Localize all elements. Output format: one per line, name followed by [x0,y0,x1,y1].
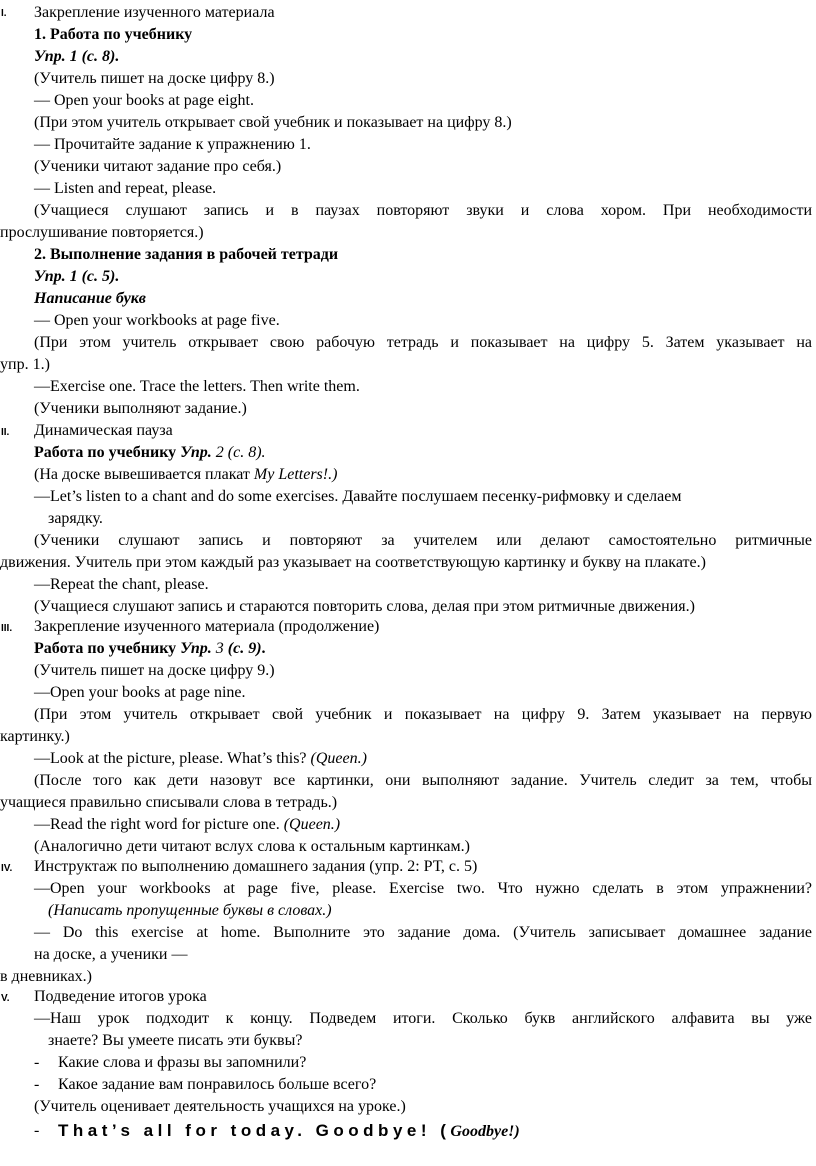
work-label: Работа по учебнику [34,640,181,657]
subsection-2-title: 2. Выполнение задания в рабочей тетради [34,246,339,263]
paragraph: —Open your books at page nine. [34,684,246,701]
section-1-heading: Закрепление изученного материала [34,4,275,21]
paragraph: движения. Учитель при этом каждый раз указывает на соответствующую картинку и букву на плакате.) [0,554,706,571]
paragraph: — Прочитайте задание к упражнению 1. [34,136,311,153]
paragraph: (Ученики слушают запись и повторяют за учителем или делают самостоятельно ритмичные [34,532,812,549]
bullet-item [34,1118,812,1144]
paragraph: (При этом учитель открывает свою рабочую тетрадь и показывает на цифру 5. Затем указывает на [34,334,812,351]
paragraph: знаете? Вы умеете писать эти буквы? [48,1032,303,1049]
paragraph: картинку.) [0,728,70,745]
bullet-dash: - [34,1122,40,1139]
paragraph: (При этом учитель открывает свой учебник и показывает на цифру 8.) [34,114,512,131]
section-4-numeral: IV. [1,863,13,874]
paragraph: (Учащиеся слушают запись и в паузах повторяют звуки и слова хором. При необходимости [34,202,812,219]
closing-phrase: That’s all for today. Goodbye! ( [58,1121,451,1140]
paragraph: —Look at the picture, please. What’s this? (Queen.) [34,750,367,767]
paragraph: прослушивание повторяется.) [0,224,204,241]
paragraph: — Open your workbooks at page five. [34,312,280,329]
paragraph: (Учитель пишет на доске цифру 9.) [34,662,275,679]
paragraph: —Let’s listen to a chant and do some exercises. Давайте послушаем песенку-рифмовку и сделаем [34,488,682,505]
work-label: Работа по учебнику [34,444,181,461]
paragraph: (На доске вывешивается плакат My Letters!.) [34,466,338,483]
section-2-heading: Динамическая пауза [34,422,173,439]
bullet-dash: - [34,1076,40,1093]
section-5-numeral: V. [1,993,10,1004]
paragraph: (Ученики читают задание про себя.) [34,158,282,175]
paragraph: (Учитель пишет на доске цифру 8.) [34,70,275,87]
exercise-ref-rest: 2 (с. 8). [211,444,266,461]
paragraph: —Exercise one. Trace the letters. Then write them. [34,378,360,395]
paragraph: — Listen and repeat, please. [34,180,217,197]
section-4-heading: Инструктаж по выполнению домашнего задания (упр. 2: РТ, с. 5) [34,858,478,875]
closing-reply: Goodbye!) [450,1123,520,1140]
bullet-item: - Какое задание вам понравилось больше всего? [34,1076,377,1093]
paragraph: (Учитель оценивает деятельность учащихся на уроке.) [34,1098,406,1115]
paragraph: (Ученики выполняют задание.) [34,400,247,417]
section-3-numeral: III. [1,623,13,634]
paragraph: (После того как дети назовут все картинки, они выполняют задание. Учитель следит за тем, чтобы [34,772,812,789]
paragraph: Работа по учебнику Упр. 3 (с. 9). [34,640,266,657]
paragraph: —Repeat the chant, please. [34,576,209,593]
paragraph: зарядку. [48,510,103,527]
bullet-item: - Какие слова и фразы вы запомнили? [34,1054,307,1071]
poster-title: My Letters!.) [253,466,338,483]
exercise-ref: Упр. 1 (с. 8). [34,48,120,65]
paragraph: (Аналогично дети читают вслух слова к остальным картинкам.) [34,838,470,855]
paragraph: — Do this exercise at home. Выполните это задание дома. (Учитель записывает домашнее задание [34,924,812,941]
exercise-subtitle: Написание букв [34,290,146,307]
exercise-ref: Упр. [180,640,212,657]
paragraph: в дневниках.) [0,968,92,985]
section-5-heading: Подведение итогов урока [34,988,207,1005]
paragraph: учащиеся правильно списывали слова в тетрадь.) [0,794,338,811]
paragraph: (При этом учитель открывает свой учебник и показывает на цифру 9. Затем указывает на первую [34,706,812,723]
exercise-ref: Упр. 1 (с. 5). [34,268,120,285]
paragraph: —Наш урок подходит к концу. Подведем итоги. Сколько букв английского алфавита вы уже [34,1010,812,1027]
section-1-numeral: I. [1,8,7,19]
bullet-dash: - [34,1054,40,1071]
paragraph: на доске, а ученики — [34,946,188,963]
paragraph [34,442,812,464]
paragraph: (Написать пропущенные буквы в словах.) [48,902,332,919]
paragraph: упр. 1.) [0,356,50,373]
subsection-1-title: 1. Работа по учебнику [34,26,193,43]
section-3-heading: Закрепление изученного материала (продолжение) [34,618,380,635]
paragraph: —Read the right word for picture one. (Queen.) [34,816,341,833]
paragraph: (Учащиеся слушают запись и стараются повторить слова, делая при этом ритмичные движения.) [34,598,695,615]
paragraph: — Open your books at page eight. [34,92,254,109]
exercise-ref: Упр. [180,444,212,461]
section-2-numeral: II. [1,427,10,438]
paragraph: —Open your workbooks at page five, please. Exercise two. Что нужно сделать в этом упражнении? [34,880,812,897]
